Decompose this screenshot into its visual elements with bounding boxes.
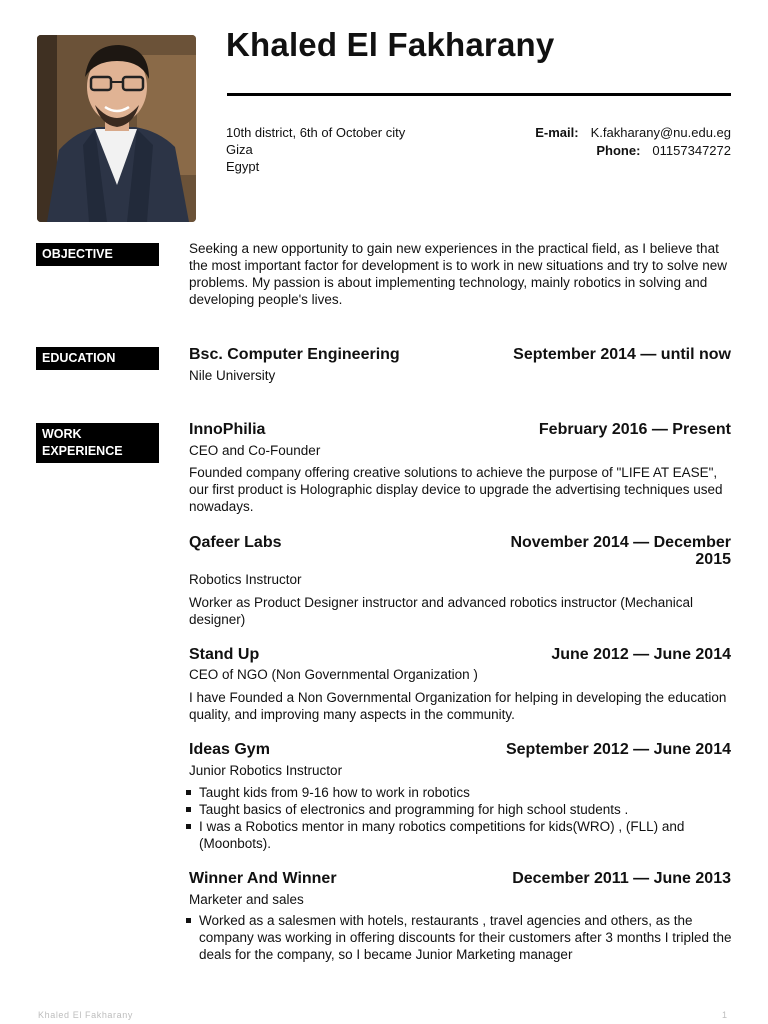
job-description: Worker as Product Designer instructor and advanced robotics instructor (Mechanical designer)	[189, 595, 693, 627]
address-line: 10th district, 6th of October city	[226, 125, 406, 140]
list-item-text: Taught basics of electronics and programming for high school students .	[199, 802, 629, 817]
job-description: I have Founded a Non Governmental Organization for helping in developing the education quality, and improving many aspects in the community.	[189, 690, 727, 722]
bullet-square-icon	[186, 824, 191, 829]
address-line: Egypt	[226, 159, 260, 174]
job-dates-line: 2015	[695, 551, 731, 568]
email-label: E-mail:	[535, 125, 579, 140]
candidate-name: Khaled El Fakharany	[226, 26, 555, 63]
bullet-square-icon	[186, 807, 191, 812]
list-item	[180, 801, 735, 818]
job-organization: Winner And Winner	[189, 870, 337, 887]
work-label-line: EXPERIENCE	[42, 444, 123, 458]
list-item	[180, 818, 735, 852]
email-value[interactable]: K.fakharany@nu.edu.eg	[590, 125, 731, 140]
job-bullet-list	[180, 784, 735, 852]
degree-title: Bsc. Computer Engineering	[189, 346, 400, 363]
page-number: 1	[721, 1010, 727, 1020]
profile-photo-image	[37, 35, 196, 222]
education-label: EDUCATION	[36, 347, 159, 370]
phone-value: 01157347272	[652, 143, 731, 158]
job-dates: February 2016 — Present	[538, 421, 731, 438]
list-item-text: Worked as a salesmen with hotels, restaurants , travel agencies and others, as the company was working in offering discounts for their customers after 3 months I tripled the deals for the company, so I became Junior Marketing manager	[199, 913, 732, 962]
job-dates	[510, 534, 731, 568]
work-experience-label	[36, 423, 159, 463]
education-dates: September 2014 — until now	[513, 346, 731, 363]
email-row	[535, 124, 731, 142]
job-description: Founded company offering creative solutions to achieve the purpose of "LIFE AT EASE", our first product is Holographic display device to upgrade the advertising techniques used nowadays.	[189, 465, 723, 514]
bullet-square-icon	[186, 918, 191, 923]
job-organization: Stand Up	[189, 646, 260, 663]
job-role: CEO of NGO (Non Governmental Organization )	[189, 667, 478, 682]
school-name: Nile University	[189, 368, 276, 383]
address-line: Giza	[226, 142, 253, 157]
footer-name: Khaled El Fakharany	[38, 1010, 133, 1020]
contact-block	[535, 124, 731, 160]
job-organization: Qafeer Labs	[189, 534, 282, 551]
phone-label: Phone:	[596, 143, 641, 158]
job-role: Junior Robotics Instructor	[189, 763, 343, 778]
job-organization: Ideas Gym	[189, 741, 270, 758]
list-item-text: Taught kids from 9-16 how to work in robotics	[199, 785, 470, 800]
work-label-line: WORK	[42, 427, 82, 441]
list-item	[180, 784, 735, 801]
job-dates: September 2012 — June 2014	[505, 741, 731, 758]
bullet-square-icon	[186, 790, 191, 795]
job-dates: June 2012 — June 2014	[551, 646, 731, 663]
profile-photo	[37, 35, 196, 222]
objective-label: OBJECTIVE	[36, 243, 159, 266]
job-organization: InnoPhilia	[189, 421, 266, 438]
objective-text: Seeking a new opportunity to gain new experiences in the practical field, as I believe that the most important factor for development is to work in new situations and try to solve new problems. My passion is about implementing technology, mainly robotics in solving and developing people's lives.	[189, 241, 728, 307]
list-item-text: I was a Robotics mentor in many robotics competitions for kids(WRO) , (FLL) and (Moonbots).	[199, 819, 685, 851]
job-role: CEO and Co-Founder	[189, 443, 321, 458]
job-bullet-list	[180, 912, 735, 963]
header-divider	[227, 93, 731, 96]
address-block	[226, 124, 405, 175]
phone-row	[535, 142, 731, 160]
job-role: Robotics Instructor	[189, 572, 302, 587]
list-item	[180, 912, 735, 963]
job-dates-line: November 2014 — December	[510, 534, 731, 551]
job-role: Marketer and sales	[189, 892, 304, 907]
job-dates: December 2011 — June 2013	[512, 870, 731, 887]
